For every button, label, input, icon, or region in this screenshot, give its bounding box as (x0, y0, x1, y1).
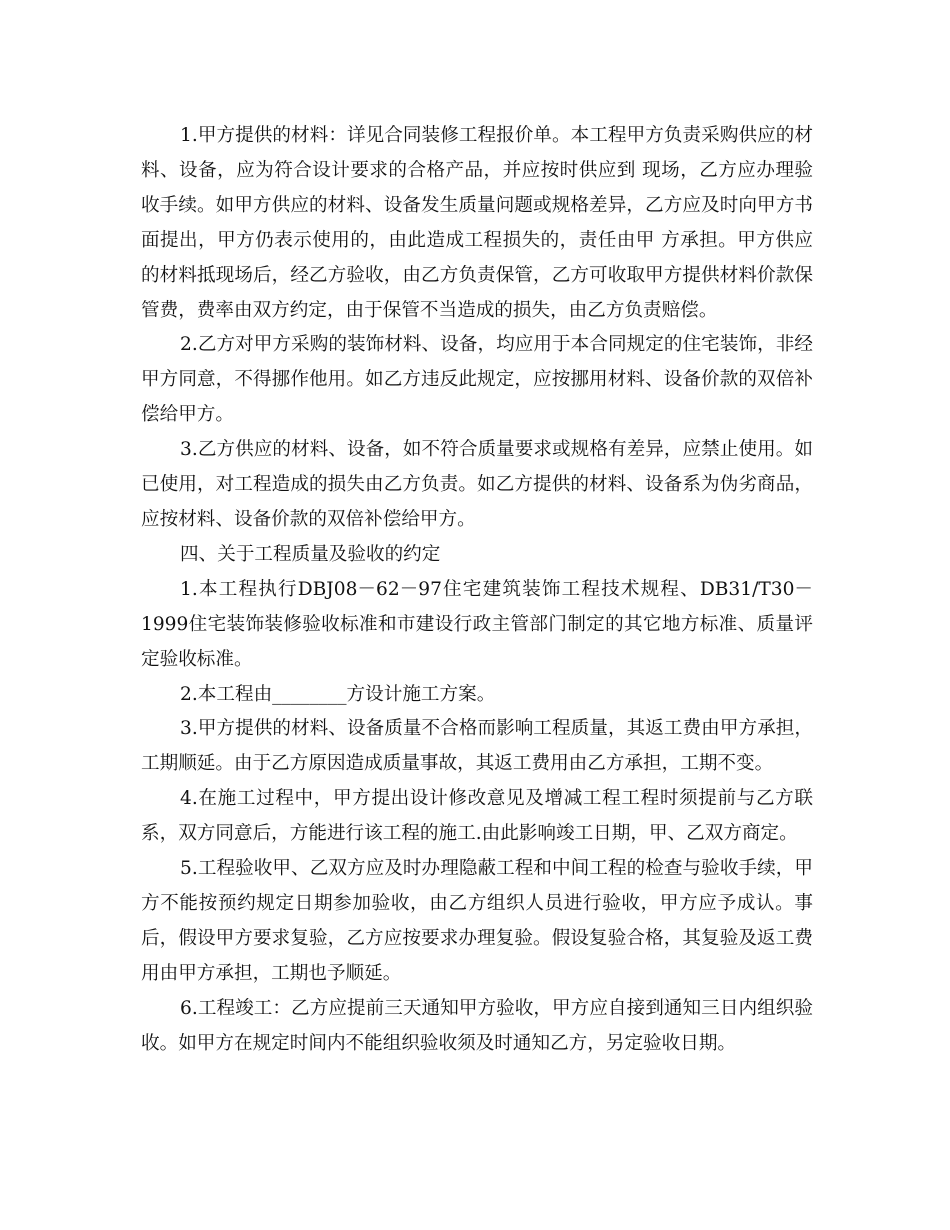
document-body (141, 119, 813, 1061)
paragraph-completion: 6.工程竣工：乙方应提前三天通知甲方验收，甲方应自接到通知三日内组织验收。如甲方在规定时间内不能组织验收须及时通知乙方，另定验收日期。 (141, 997, 813, 1054)
paragraph-standards: 1.本工程执行DBJ08－62－97住宅建筑装饰工程技术规程、DB31/T30－1999住宅装饰装修验收标准和市建设行政主管部门制定的其它地方标准、质量评定验收标准。 (141, 578, 813, 670)
paragraph-design-party: 2.本工程由________方设计施工方案。 (180, 683, 496, 705)
section-heading-quality: 四、关于工程质量及验收的约定 (180, 543, 441, 565)
paragraph-inspection: 5.工程验收甲、乙双方应及时办理隐蔽工程和中间工程的检查与验收手续，甲方不能按预约规定日期参加验收，由乙方组织人员进行验收，甲方应予成认。事后，假设甲方要求复验，乙方应按要求办理复验。假设复验合格，其复验及返工费用由甲方承担，工期也予顺延。 (141, 858, 813, 984)
paragraph-material-supply: 1.甲方提供的材料：详见合同装修工程报价单。本工程甲方负责采购供应的材料、设备，应为符合设计要求的合格产品，并应按时供应到 现场，乙方应办理验收手续。如甲方供应的材料、设备发生质量问题或规格差异，乙方应及时向甲方书面提出，甲方仍表示使用的，由此造成工程损失的，责任由甲 方承担。甲方供应的材料抵现场后，经乙方验收，由乙方负责保管，乙方可收取甲方提供材料价款保管费，费率由双方约定，由于保管不当造成的损失，由乙方负责赔偿。 (141, 125, 813, 321)
paragraph-design-changes: 4.在施工过程中，甲方提出设计修改意见及增减工程工程时须提前与乙方联系，双方同意后，方能进行该工程的施工.由此影响竣工日期，甲、乙双方商定。 (141, 788, 813, 845)
paragraph-material-usage: 2.乙方对甲方采购的装饰材料、设备，均应用于本合同规定的住宅装饰，非经甲方同意，不得挪作他用。如乙方违反此规定，应按挪用材料、设备价款的双倍补偿给甲方。 (141, 334, 813, 426)
paragraph-contractor-materials: 3.乙方供应的材料、设备，如不符合质量要求或规格有差异，应禁止使用。如已使用，对工程造成的损失由乙方负责。如乙方提供的材料、设备系为伪劣商品，应按材料、设备价款的双倍补偿给甲方。 (141, 439, 813, 530)
paragraph-quality-defects: 3.甲方提供的材料、设备质量不合格而影响工程质量，其返工费由甲方承担，工期顺延。由于乙方原因造成质量事故，其返工费用由乙方承担，工期不变。 (141, 718, 813, 775)
